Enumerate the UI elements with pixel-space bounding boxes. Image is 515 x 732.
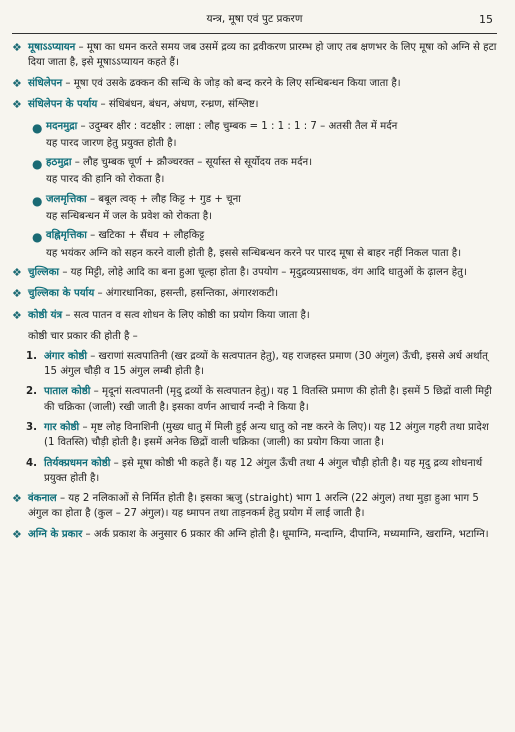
bullet-entry <box>12 76 497 93</box>
sub-entry-note: यह पारद की हानि को रोकता है। <box>46 174 165 186</box>
section-chullika <box>12 265 497 325</box>
diamond-bullet-icon: ❖ <box>12 98 22 112</box>
header-rule <box>12 33 497 34</box>
bullet-entry <box>12 97 497 114</box>
bullet-entry <box>12 491 497 522</box>
sub-entry-text <box>46 119 497 152</box>
diamond-bullet-icon: ❖ <box>12 527 22 541</box>
bullet-entry <box>12 527 497 544</box>
entry-description: – सत्व पातन व सत्व शोधन के लिए कोष्ठी का प्रयोग किया जाता है। <box>62 309 310 321</box>
dot-bullet-icon: ● <box>32 193 43 208</box>
entry-term: संधिलेपन के पर्याय <box>28 99 98 111</box>
section-sandhilepan-types <box>12 119 497 261</box>
sub-entry-term: हठमुद्रा <box>46 157 72 169</box>
entry-term: वंकनाल <box>28 493 57 505</box>
sub-entry-text <box>46 192 497 225</box>
running-header-title: यन्त्र, मूषा एवं पुट प्रकरण <box>206 13 303 25</box>
section-mushapyayan <box>12 40 497 114</box>
item-number: 2. <box>26 386 37 398</box>
numbered-entry <box>26 384 497 415</box>
numbered-entry <box>26 349 497 380</box>
sub-entry-term: वह्निमृत्तिका <box>46 230 87 242</box>
numbered-entry-text <box>44 349 497 380</box>
dot-bullet-icon: ● <box>32 120 43 135</box>
numbered-entry-description: – खराणां सत्वपातिनी (खर द्रव्यों के सत्वपातन हेतु), यह राजहस्त प्रमाण (30 अंगुल) ऊँची, इससे अर्ध अर्थात् 15 अंगुल चौड़ी व 15 अंगुल लम्बी होती है। <box>44 350 488 378</box>
bullet-entry <box>12 265 497 282</box>
entry-description: – अंगारधानिका, हसन्ती, हसन्तिका, अंगारशकटी। <box>94 288 279 300</box>
entry-term: कोष्ठी यंत्र <box>28 309 63 321</box>
numbered-entry-description: – इसे मूषा कोष्ठी भी कहते हैं। यह 12 अंगुल ऊँची तथा 4 अंगुल चौड़ी होती है। यह मृदु द्रव्य शोधनार्थ प्रयुक्त होती है। <box>44 457 483 484</box>
entry-description: – मूषा एवं उसके ढक्कन की सन्धि के जोड़ को बन्द करने के लिए सन्धिबन्धन किया जाता है। <box>62 77 401 89</box>
diamond-bullet-icon: ❖ <box>12 265 22 279</box>
sub-entry-note: यह पारद जारण हेतु प्रयुक्त होती है। <box>46 137 177 149</box>
sub-entry-term: मदनमुद्रा <box>46 120 78 132</box>
numbered-entry-text <box>44 384 497 415</box>
entry-term: मूषाऽऽप्यायन <box>28 42 76 53</box>
sub-entry-description: – उदुम्बर क्षीर : वटक्षीर : लाक्षा : लौह चुम्बक = 1 : 1 : 1 : 7 – अतसी तैल में मर्दन <box>77 120 398 132</box>
entry-text <box>28 265 497 282</box>
sub-entry-term: जलमृत्तिका <box>46 193 87 205</box>
numbered-entry-description: – मृदूनां सत्वपातनी (मृदु द्रव्यों के सत्वपातन हेतु)। यह 1 वितस्ति प्रमाण की होती है। इसमें 5 छिद्रों वाली मिट्टी की चक्रिका (जाली) रखी जाती है। इसका वर्णन आचार्य नन्दी ने किया है। <box>44 386 492 413</box>
sub-entry <box>32 228 497 261</box>
diamond-bullet-icon: ❖ <box>12 41 22 54</box>
item-number: 3. <box>26 421 37 433</box>
entry-text <box>28 286 497 303</box>
page-number: 15 <box>479 13 493 26</box>
page-header <box>12 12 497 30</box>
numbered-entry-term: गार कोष्ठी <box>44 421 80 433</box>
sub-entry-text <box>46 155 497 188</box>
dot-bullet-icon: ● <box>32 230 43 245</box>
entry-description: – संधिबंधन, बंधन, अंधण, रन्ध्रण, संश्लिष्ट। <box>97 99 259 111</box>
sub-entry-description: – खटिका + सैंधव + लौहकिट्ट <box>86 230 205 242</box>
numbered-entry-term: पाताल कोष्ठी <box>44 386 91 398</box>
diamond-bullet-icon: ❖ <box>12 308 22 322</box>
entry-text <box>28 491 497 522</box>
diamond-bullet-icon: ❖ <box>12 287 22 301</box>
sub-entry <box>32 119 497 152</box>
entry-description: – यह 2 नलिकाओं से निर्मित होती है। इसका ऋजु (straight) भाग 1 अरत्नि (22 अंगुल) तथा मुड़ा हुआ भाग 5 अंगुल का होता है (कुल – 27 अंगुल)। यह ध्मापन तथा ताड़नकर्म हेतु प्रयोग में लाई जाती है। <box>28 493 479 520</box>
entry-text <box>28 40 497 71</box>
sub-entry <box>32 192 497 225</box>
sub-entry-description: – बबूल त्वक् + लौह किट्ट + गुड + चूना <box>86 193 241 205</box>
entry-term: चुल्लिका <box>28 266 60 278</box>
bullet-entry <box>12 40 497 71</box>
numbered-entry-term: तिर्यक्प्रधमन कोष्ठी <box>44 457 111 469</box>
entry-term: अग्नि के प्रकार <box>28 528 83 540</box>
entry-text <box>28 308 497 325</box>
diamond-bullet-icon: ❖ <box>12 492 22 506</box>
sub-entry-description: – लौह चुम्बक चूर्ण + क्रौञ्चरक्त – सूर्यास्त से सूर्योदय तक मर्दन। <box>71 157 313 169</box>
section-koshthi-types <box>12 349 497 486</box>
dot-bullet-icon: ● <box>32 157 43 172</box>
numbered-entry-term: अंगार कोष्ठी <box>44 350 87 362</box>
sub-entry-text <box>46 228 497 261</box>
entry-text <box>28 97 497 114</box>
numbered-entry-text <box>44 420 497 451</box>
item-number: 4. <box>26 457 37 469</box>
entry-description: – अर्क प्रकाश के अनुसार 6 प्रकार की अग्नि होती है। धूमाग्नि, मन्दाग्नि, दीपाग्नि, मध्यमाग्नि, खराग्नि, भटाग्नि। <box>82 528 489 540</box>
section-vanknal <box>12 491 497 543</box>
sub-entry-note: यह भयंकर अग्नि को सहन करने वाली होती है, इससे सन्धिबन्धन करने पर पारद मूषा से बाहर नहीं निकल पाता है। <box>46 247 462 259</box>
numbered-entry <box>26 456 497 487</box>
koshthi-intro: कोष्ठी चार प्रकार की होती है – <box>28 331 138 343</box>
bullet-entry <box>12 308 497 325</box>
numbered-entry-text <box>44 456 497 487</box>
sub-entry <box>32 155 497 188</box>
bullet-entry <box>12 286 497 303</box>
numbered-entry <box>26 420 497 451</box>
diamond-bullet-icon: ❖ <box>12 76 22 90</box>
entry-description: – यह मिट्टी, लोहे आदि का बना हुआ चूल्हा होता है। उपयोग – मृदुद्रव्यप्रसाधक, वंग आदि धातुओं के ढ़ालन हेतु। <box>59 266 467 278</box>
sub-entry-note: यह सन्धिबन्धन में जल के प्रवेश को रोकता है। <box>46 211 212 223</box>
entry-text <box>28 76 497 93</box>
entry-term: चुल्लिका के पर्याय <box>28 288 95 300</box>
item-number: 1. <box>26 350 37 362</box>
numbered-entry-description: – मृष्ट लोह विनाशिनी (मुख्य धातु में मिली हुई अन्य धातु को नष्ट करने के लिए)। यह 12 अंगुल गहरी तथा प्रादेश (1 वितस्ति) चौड़ी होती है। इसमें अनेक छिद्रों वाली चक्रिका (जाली) का प्रयोग किया जाता है। <box>44 421 489 449</box>
entry-text <box>28 527 497 544</box>
entry-term: संधिलेपन <box>28 77 63 89</box>
entry-description: – मूषा का धमन करते समय जब उसमें द्रव्य का द्रवीकरण प्रारम्भ हो जाए तब क्षणभर के लिए मूषा को अग्नि से हटा दिया जाता है, इसे मूषाऽऽप्यायन कहते हैं। <box>28 42 497 69</box>
